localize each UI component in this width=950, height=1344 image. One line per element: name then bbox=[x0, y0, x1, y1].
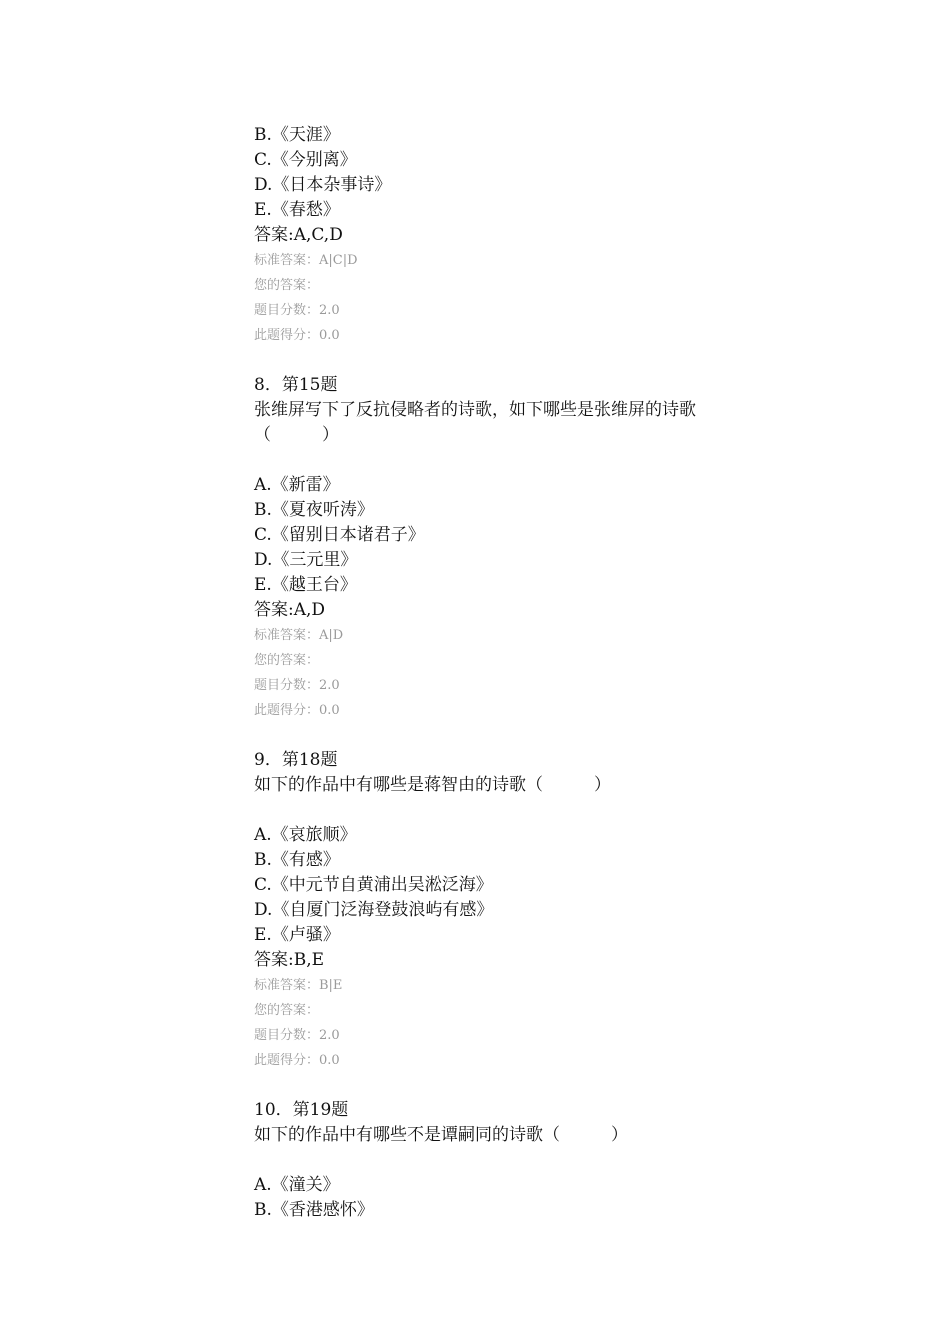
spacer bbox=[254, 1073, 714, 1098]
question-9 bbox=[254, 748, 714, 1073]
option-d: D.《自厦门泛海登鼓浪屿有感》 bbox=[254, 900, 494, 920]
spacer bbox=[254, 723, 714, 748]
option-a: A.《潼关》 bbox=[254, 1175, 340, 1195]
question-text: 如下的作品中有哪些不是谭嗣同的诗歌（ ） bbox=[254, 1125, 628, 1145]
spacer bbox=[254, 798, 714, 823]
answer-line: 答案:A,C,D bbox=[254, 225, 343, 245]
your-answer: 您的答案： bbox=[254, 653, 320, 668]
option-b: B.《夏夜听涛》 bbox=[254, 500, 374, 520]
option-b: B.《天涯》 bbox=[254, 125, 340, 145]
question-prev bbox=[254, 123, 714, 348]
option-e: E.《卢骚》 bbox=[254, 925, 340, 945]
your-answer: 您的答案： bbox=[254, 278, 320, 293]
option-a: A.《哀旅顺》 bbox=[254, 825, 357, 845]
earned-score: 此题得分：0.0 bbox=[254, 1053, 340, 1068]
question-8 bbox=[254, 373, 714, 723]
answer-line: 答案:B,E bbox=[254, 950, 325, 970]
question-heading: 8．第15题 bbox=[254, 375, 338, 395]
standard-answer: 标准答案：A|C|D bbox=[254, 253, 358, 268]
question-text: 张维屏写下了反抗侵略者的诗歌，如下哪些是张维屏的诗歌（ ） bbox=[254, 400, 696, 445]
option-b: B.《香港感怀》 bbox=[254, 1200, 374, 1220]
question-score: 题目分数：2.0 bbox=[254, 1028, 340, 1043]
earned-score: 此题得分：0.0 bbox=[254, 328, 340, 343]
option-e: E.《越王台》 bbox=[254, 575, 357, 595]
option-c: C.《留别日本诸君子》 bbox=[254, 525, 425, 545]
document-page bbox=[254, 123, 714, 1223]
spacer bbox=[254, 348, 714, 373]
option-a: A.《新雷》 bbox=[254, 475, 340, 495]
spacer bbox=[254, 1148, 714, 1173]
your-answer: 您的答案： bbox=[254, 1003, 320, 1018]
spacer bbox=[254, 448, 714, 473]
option-b: B.《有感》 bbox=[254, 850, 340, 870]
question-score: 题目分数：2.0 bbox=[254, 678, 340, 693]
option-d: D.《三元里》 bbox=[254, 550, 358, 570]
option-d: D.《日本杂事诗》 bbox=[254, 175, 392, 195]
question-score: 题目分数：2.0 bbox=[254, 303, 340, 318]
question-text: 如下的作品中有哪些是蒋智由的诗歌（ ） bbox=[254, 775, 611, 795]
standard-answer: 标准答案：B|E bbox=[254, 978, 343, 993]
question-10 bbox=[254, 1098, 714, 1223]
option-c: C.《今别离》 bbox=[254, 150, 357, 170]
option-c: C.《中元节自黄浦出吴淞泛海》 bbox=[254, 875, 493, 895]
standard-answer: 标准答案：A|D bbox=[254, 628, 344, 643]
answer-line: 答案:A,D bbox=[254, 600, 326, 620]
question-heading: 10．第19题 bbox=[254, 1100, 349, 1120]
question-heading: 9．第18题 bbox=[254, 750, 338, 770]
option-e: E.《春愁》 bbox=[254, 200, 340, 220]
earned-score: 此题得分：0.0 bbox=[254, 703, 340, 718]
